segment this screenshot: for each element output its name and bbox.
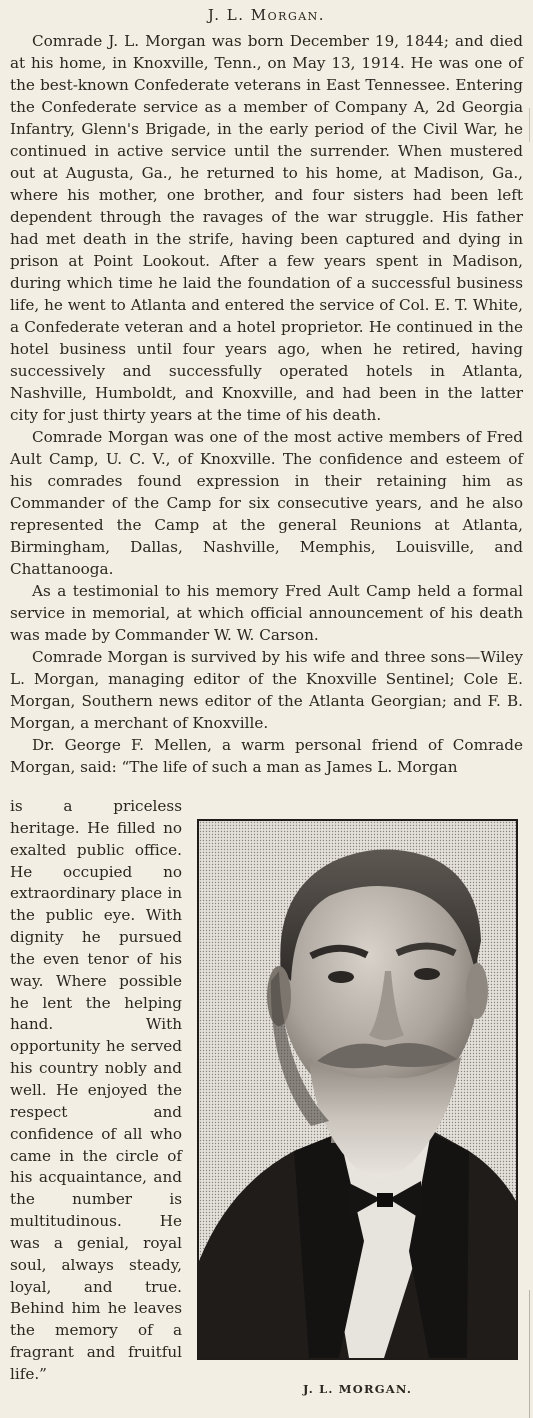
paragraph-quote-intro: Dr. George F. Mellen, a warm personal friend of Comrade Morgan, said: “The life of such a man as James L. Morgan [10, 736, 523, 776]
quote-continuation: is a priceless heritage. He filled no exalted public office. He occupied no extraordinary place in the public eye. With dignity he pursued the even tenor of his way. Where possible he lent the helping hand. With opportunity he served his country nobly and well. He enjoyed the respect and confidence of all who came in the circle of his acquaintance, and the number is multitudinous. He was a genial, royal soul, always steady, loyal, and true. Behind him he leaves the memory of a fragrant and fruitful life.” [10, 797, 182, 1383]
page-edge-rule [529, 1290, 530, 1418]
portrait-photo [197, 819, 518, 1360]
paragraph-camp: Comrade Morgan was one of the most active members of Fred Ault Camp, U. C. V., of Knoxville. The confidence and esteem of his comrades found expression in their retaining him as Commander of the Camp for six consecutive years, and he also represented the Camp at the general Reunions at Atlanta, Birmingham, Dallas, Nashville, Memphis, Louisville, and Chattanooga. [10, 428, 523, 578]
article-heading: J. L. Morgan. [207, 6, 326, 24]
photo-caption: J. L. MORGAN. [302, 1382, 413, 1396]
paragraph-testimonial: As a testimonial to his memory Fred Ault Camp held a formal service in memorial, at which official announcement of his death was made by Commander W. W. Carson. [10, 582, 523, 644]
paragraph-survivors: Comrade Morgan is survived by his wife and three sons—Wiley L. Morgan, managing editor of the Knoxville Sentinel; Cole E. Morgan, Southern news editor of the Atlanta Georgian; and F. B. Morgan, a merchant of Knoxville. [10, 648, 523, 732]
paragraph-biography: Comrade J. L. Morgan was born December 19, 1844; and died at his home, in Knoxville, Tenn., on May 13, 1914. He was one of the best-known Confederate veterans in East Tennessee. Entering the Confederate service as a member of Company A, 2d Georgia Infantry, Glenn's Brigade, in the early period of the Civil War, he continued in active service until the surrender. When mustered out at Augusta, Ga., he returned to his home, at Madison, Ga., where his mother, one brother, and four sisters had been left dependent through the ravages of the war struggle. His father had met death in the strife, having been captured and dying in prison at Point Lookout. After a few years spent in Madison, during which time he laid the foundation of a successful business life, he went to Atlanta and entered the service of Col. E. T. White, a Confederate veteran and a hotel proprietor. He continued in the hotel business until four years ago, when he retired, having successively and successfully operated hotels in Atlanta, Nashville, Humboldt, and Knoxville, and had been in the latter city for just thirty years at the time of his death. [10, 32, 523, 424]
portrait-image [199, 821, 516, 1358]
page-edge-mark [529, 108, 530, 142]
article-body [10, 30, 523, 778]
